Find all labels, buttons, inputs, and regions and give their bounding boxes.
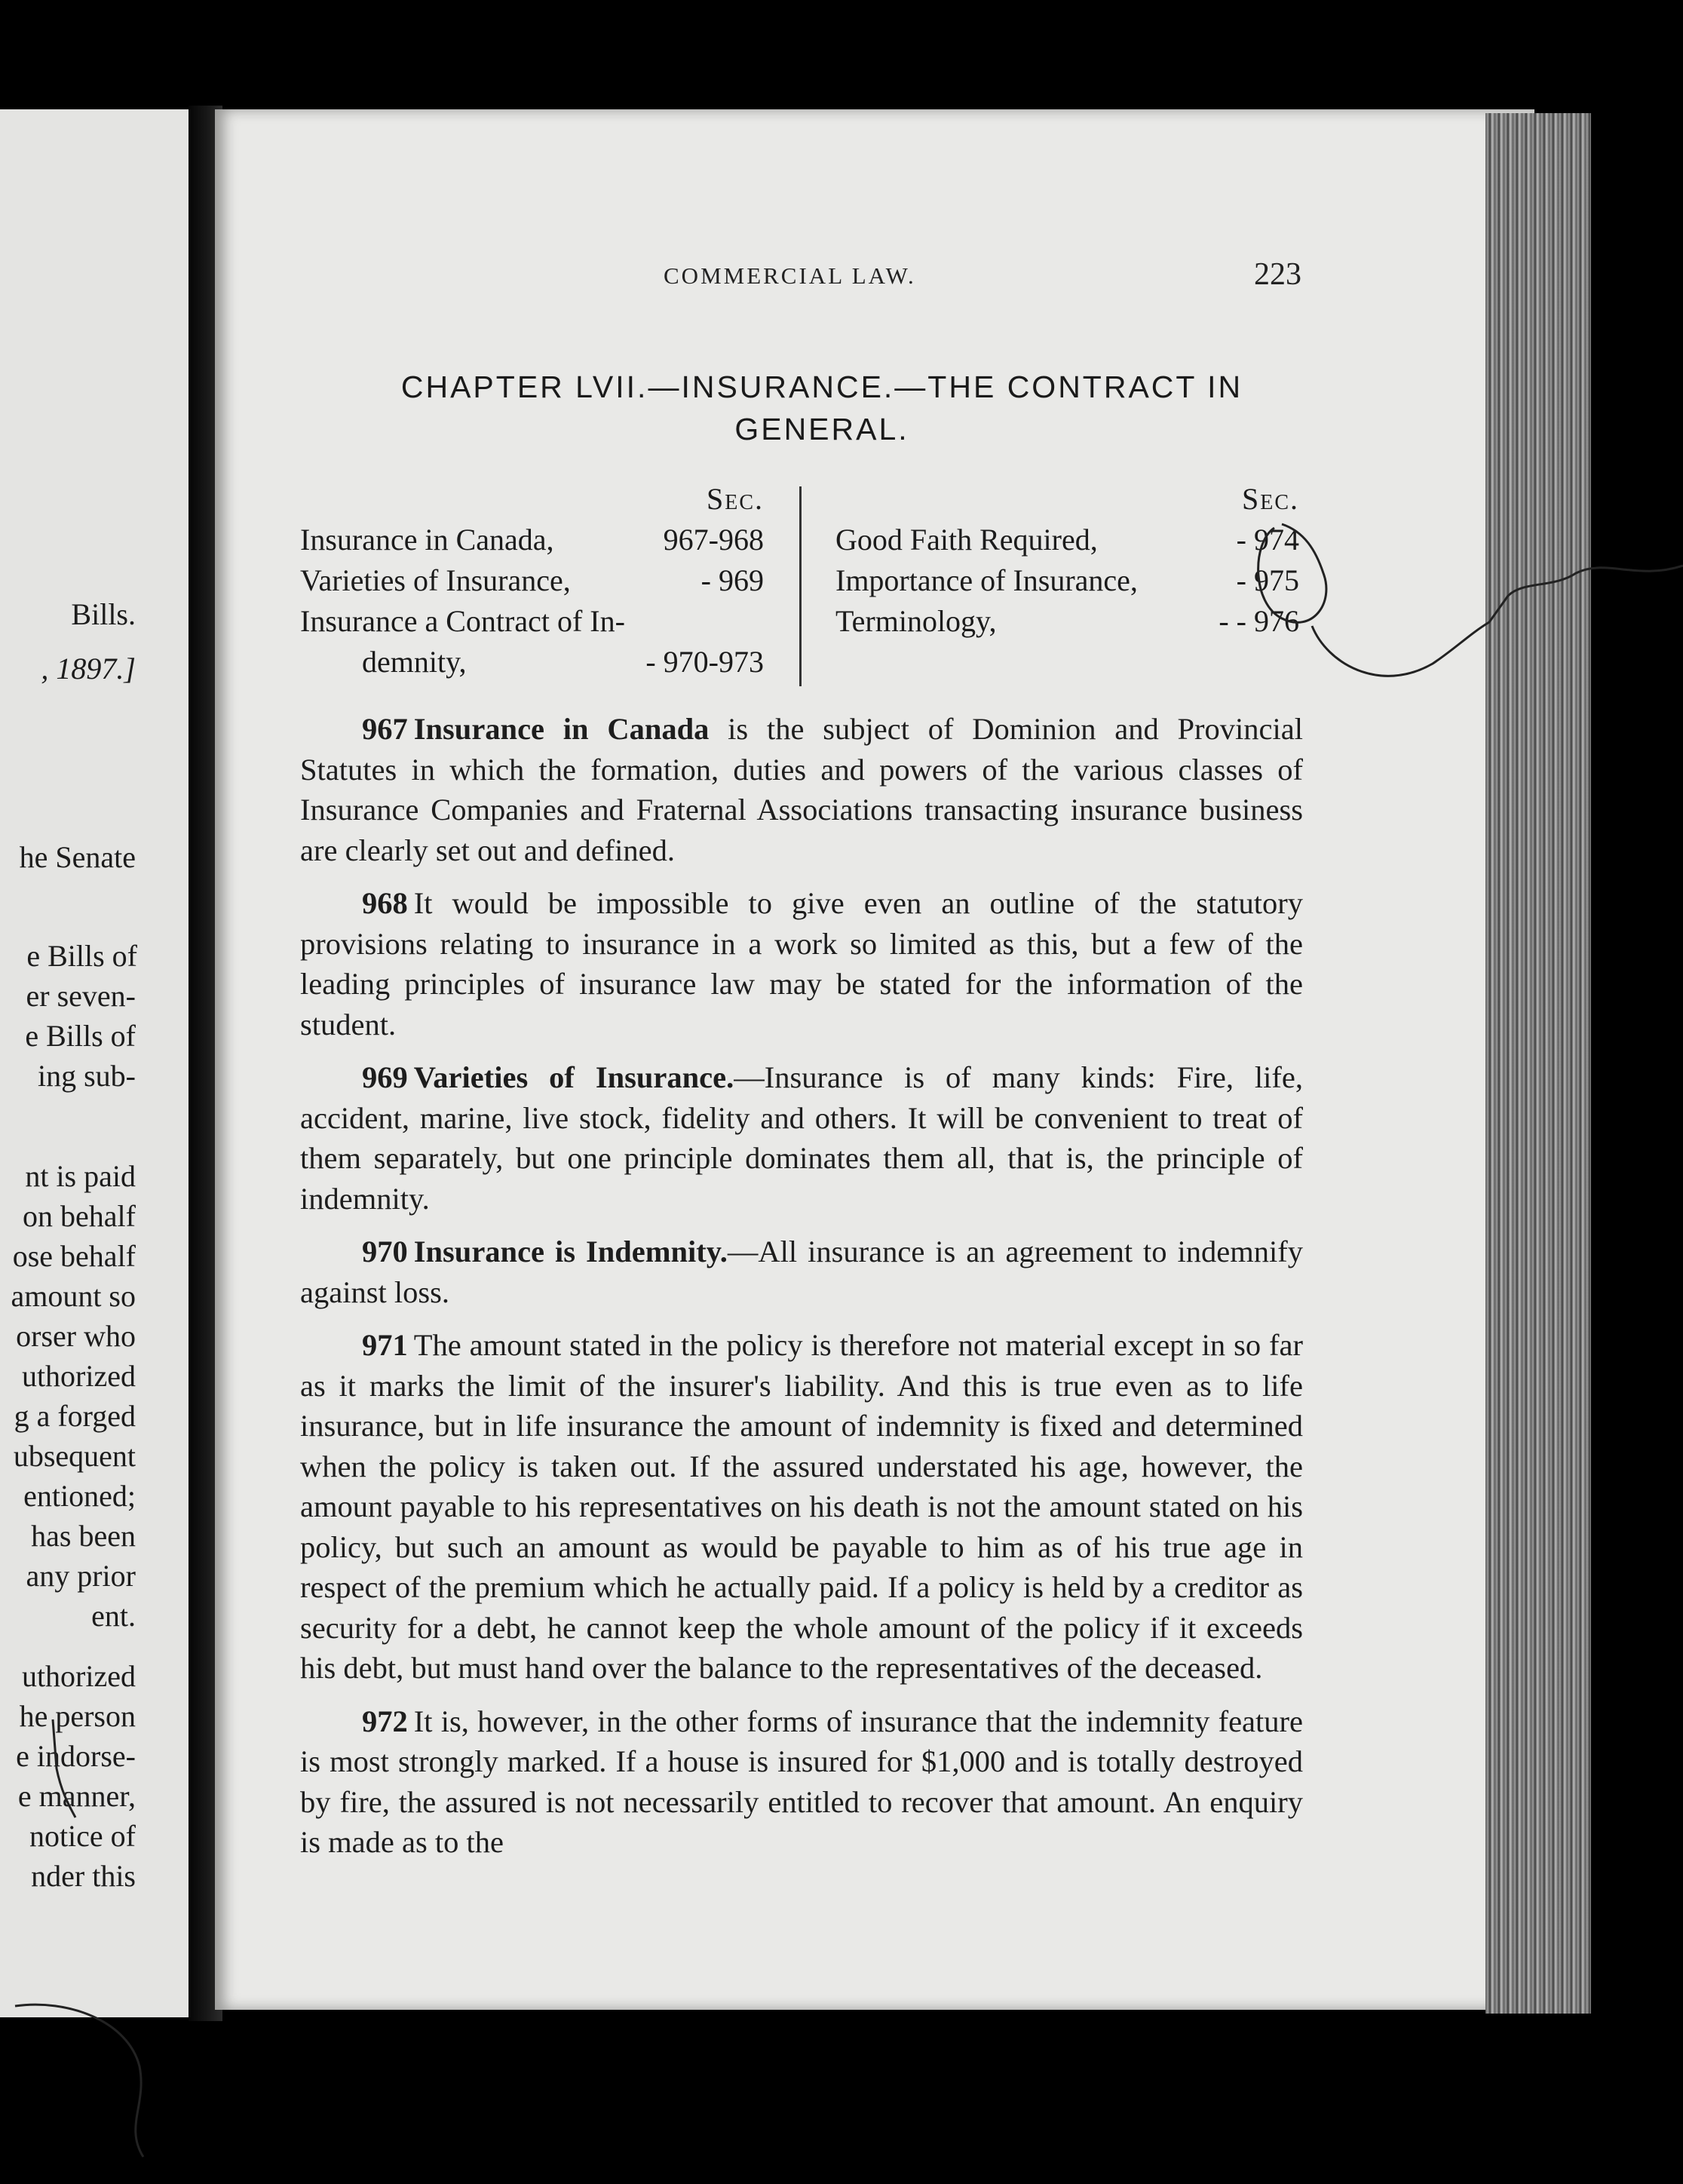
left-page-line: ose behalf [12, 1239, 136, 1273]
contents-entry [300, 601, 764, 642]
contents-entry [835, 601, 1299, 642]
left-page-line: entioned; [23, 1479, 136, 1513]
section-heading: Insurance in Canada [413, 712, 710, 746]
contents-entry [300, 642, 764, 682]
contents-ref: - - 976 [1219, 604, 1299, 638]
section-paragraph [300, 709, 1303, 870]
section-text: The amount stated in the policy is therefore not material except in so far as it marks the limit of the insurer's liability. And this is true even as to life insurance, but in life insurance the amount of indemnity is fixed and determined when the policy is taken out. If the assured understated his age, however, the amount payable to his representatives on his death is not the amount stated on his policy, but such an amount as would be payable to him as of his true age in respect of the premium which he actually paid. If a policy is held by a creditor as security for a debt, he cannot keep the whole amount of the policy if it exceeds his debt, but must hand over the balance to the representatives of the deceased. [300, 1328, 1303, 1685]
contents-topic: Good Faith Required, [835, 523, 1098, 557]
sec-label: Sec. [706, 482, 764, 516]
section-number: 967 [362, 712, 408, 746]
left-page-line: amount so [11, 1279, 136, 1313]
contents-divider [799, 486, 802, 686]
section-text: —All insurance is an agreement to indemnify against loss. [300, 1235, 1303, 1309]
left-page-line: e manner, [17, 1779, 136, 1813]
chapter-title [302, 366, 1342, 450]
left-page-line: ent. [91, 1599, 136, 1633]
section-paragraph [300, 1232, 1303, 1312]
left-page-line: ing sub- [38, 1059, 136, 1093]
contents-topic: Insurance a Contract of In- [300, 604, 625, 638]
contents-ref: - 970-973 [645, 645, 764, 679]
contents-ref: 967-968 [663, 523, 764, 557]
left-page-line: ubsequent [13, 1439, 136, 1473]
left-page-line: nder this [31, 1859, 136, 1893]
left-page-line: e indorse- [16, 1739, 136, 1773]
contents-topic: demnity, [362, 645, 467, 679]
section-heading: Insurance is Indemnity. [413, 1235, 728, 1268]
left-page-line: uthorized [21, 1359, 136, 1393]
pencil-hook-mark [15, 2005, 143, 2157]
section-number: 969 [362, 1060, 408, 1094]
contents-topic: Importance of Insurance, [835, 563, 1138, 597]
running-head: COMMERCIAL LAW. [664, 262, 916, 289]
contents-ref: - 974 [1236, 523, 1299, 557]
section-paragraph [300, 1057, 1303, 1219]
section-text: It is, however, in the other forms of insurance that the indemnity feature is most strongly marked. If a house is insured for $1,000 and is totally destroyed by fire, the assured is not necessarily entitled to recover that amount. An enquiry is made as to the [300, 1704, 1303, 1859]
section-heading: Varieties of Insurance. [413, 1060, 734, 1094]
section-number: 972 [362, 1704, 408, 1738]
contents-right-column [835, 479, 1299, 642]
section-text: —Insurance is of many kinds: Fire, life, accident, marine, live stock, fidelity and others. It will be convenient to treat of them separately, but one principle dominates them all, that is, the principle of indemnity. [300, 1060, 1303, 1216]
left-page-line: notice of [29, 1819, 136, 1853]
left-facing-page [0, 109, 193, 2017]
contents-topic: Varieties of Insurance, [300, 563, 571, 597]
left-page-line: er seven- [26, 979, 136, 1013]
left-page-line: any prior [26, 1559, 136, 1593]
contents-entry [300, 560, 764, 601]
left-page-line: e Bills of [26, 939, 137, 973]
section-text: is the subject of Dominion and Provincial Statutes in which the formation, duties and powers of the various classes of Insurance Companies and Fraternal Associations transacting insurance business are clearly set out and defined. [300, 712, 1303, 867]
chapter-title-line: GENERAL. [734, 412, 909, 446]
section-number: 970 [362, 1235, 408, 1268]
section-number: 971 [362, 1328, 408, 1362]
left-page-line: orser who [16, 1319, 136, 1353]
contents-entry [300, 520, 764, 560]
contents-left-column [300, 479, 764, 682]
contents-ref: - 975 [1236, 563, 1299, 597]
left-page-line: , 1897.] [41, 652, 136, 686]
section-number: 968 [362, 886, 408, 920]
left-page-line: Bills. [71, 597, 136, 631]
left-page-line: e Bills of [25, 1019, 136, 1053]
left-page-line: nt is paid [25, 1159, 136, 1193]
contents-ref: - 969 [700, 563, 764, 597]
left-page-line: he person [19, 1699, 136, 1733]
chapter-title-line: CHAPTER LVII.—INSURANCE.—THE CONTRACT IN [400, 370, 1243, 404]
left-page-line: has been [31, 1519, 136, 1553]
contents-topic: Terminology, [835, 604, 997, 638]
left-page-line: g a forged [14, 1399, 136, 1433]
left-page-line: he Senate [19, 840, 136, 874]
section-paragraph [300, 1325, 1303, 1689]
contents-entry [835, 560, 1299, 601]
section-paragraph [300, 883, 1303, 1044]
section-paragraph [300, 1701, 1303, 1863]
section-text: It would be impossible to give even an outline of the statutory provisions relating to insurance in a work so limited as this, but a few of the leading principles of insurance law may be stated for the information of the student. [300, 886, 1303, 1041]
contents-entry [835, 520, 1299, 560]
left-page-line: on behalf [23, 1199, 136, 1233]
contents-topic: Insurance in Canada, [300, 523, 554, 557]
body-text [300, 709, 1303, 1876]
page-number: 223 [1254, 257, 1301, 292]
sec-label: Sec. [1241, 482, 1299, 516]
page-edges [1485, 113, 1591, 2014]
left-page-line: uthorized [21, 1659, 136, 1693]
